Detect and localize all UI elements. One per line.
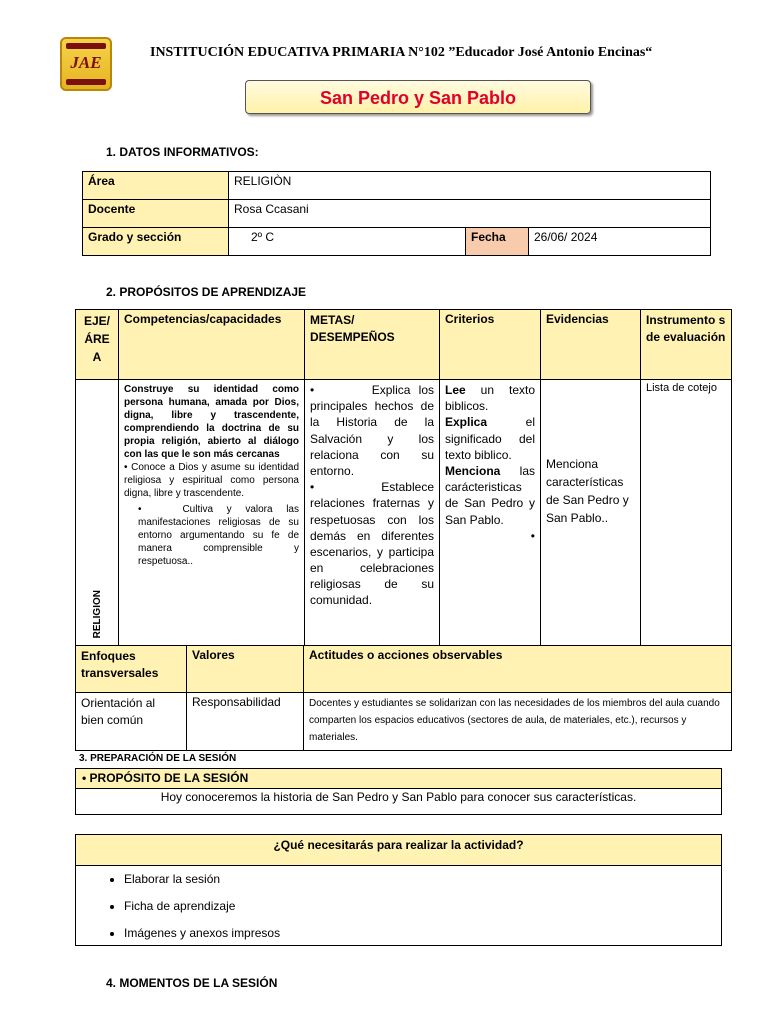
fecha-label: Fecha [466,228,529,256]
header-valores: Valores [187,646,304,693]
list-item: • Ficha de aprendizaje [124,899,721,913]
criterio-item [445,414,535,463]
metas-cell [305,380,440,646]
preparacion-heading: 3. PREPARACIÓN DE LA SESIÓN [79,753,237,764]
instrumento-text: Lista de cotejo [646,382,717,394]
valor-value: Responsabilidad [187,693,304,751]
propositos-heading: 2. PROPÓSITOS DE APRENDIZAJE [106,285,307,299]
grado-label: Grado y sección [83,228,229,256]
meta-text: Establece relaciones fraternas y respetuosas con los demás en diferentes escenarios, y participa en celebraciones religiosas de su comunidad. [310,480,434,608]
instrumento-cell [641,380,732,646]
criterio-text: las carácteristicas de San Pedro y San Pablo. [445,463,535,527]
header-metas: METAS/ DESEMPEÑOS [305,310,440,380]
header-enfoques: Enfoques transversales [76,646,187,693]
momentos-heading: 4. MOMENTOS DE LA SESIÓN [106,976,278,990]
capacidad-item: • Cultiva y valora las manifestaciones religiosas de su entorno argumentando su fe de manera comprensible y respetuosa.. [138,504,299,567]
enfoque-value: Orientación al bien común [76,693,187,751]
proposito-text-box [75,788,722,815]
header-evidencias: Evidencias [541,310,641,380]
capacidad-item: • Conoce a Dios y asume su identidad religiosa y espiritual como persona digna, libre y trascendente. [124,462,300,499]
proposito-label: • PROPÓSITO DE LA SESIÓN [82,771,249,785]
area-value: RELIGIÒN [229,172,711,200]
grado-value: 2º C [229,228,466,256]
evidencia-text: Menciona características de San Pedro y San Pablo.. [546,456,629,525]
materiales-list [76,872,721,940]
propositos-table [75,309,732,646]
proposito-label-box [75,768,722,789]
materiales-question: ¿Qué necesitarás para realizar la actividad? [273,838,524,852]
list-item: • Imágenes y anexos impresos [124,926,721,940]
eje-cell [76,380,119,646]
logo-text: JAE [70,53,102,72]
datos-table [82,171,711,256]
header-actitudes: Actitudes o acciones observables [304,646,732,693]
capacidad-text: Cultiva y valora las manifestaciones religiosas de su entorno argumentando su fe de manera comprensible y respetuosa.. [138,504,299,567]
criterio-verb: Explica [445,415,488,430]
criterios-cell [440,380,541,646]
header-criterios: Criterios [440,310,541,380]
session-title: San Pedro y San Pablo [245,80,591,114]
competencias-cell [119,380,305,646]
criterio-item [445,382,535,414]
proposito-text: Hoy conoceremos la historia de San Pedro y San Pablo para conocer sus características. [160,790,637,804]
criterio-text: el significado del texto biblico. [445,415,535,462]
meta-item: • Explica los principales hechos de la Historia de la Salvación y los relaciona con su entorno. [310,383,434,478]
criterio-bullet: • [530,528,535,543]
criterio-text: un texto biblicos. [445,383,535,414]
school-logo [60,37,112,91]
materiales-list-box [75,865,722,946]
evidencia-cell [541,380,641,646]
criterio-verb: Lee [445,383,466,397]
area-label: Área [83,172,229,200]
actitud-value: Docentes y estudiantes se solidarizan con las necesidades de los miembros del aula cuando comparten los espacios educativos (sectores de aula, de materiales, etc.), recursos y materiales. [304,693,732,751]
institution-name: INSTITUCIÓN EDUCATIVA PRIMARIA N°102 ”Educador José Antonio Encinas“ [150,45,653,60]
criterio-verb: Menciona [445,463,501,478]
criterio-item [445,463,535,528]
docente-label: Docente [83,200,229,228]
header-instrumentos: Instrumento s de evaluación [641,310,732,380]
header-eje: EJE/ ÁRE A [76,310,119,380]
list-item: • Elaborar la sesión [124,872,721,886]
header-competencias: Competencias/capacidades [119,310,305,380]
enfoques-table [75,645,732,751]
competencia-text: Construye su identidad como persona humana, amada por Dios, digna, libre y trascendente, comprendiendo la doctrina de su propia religión, abierto al diálogo con las que le son más cercanas [124,384,299,460]
datos-heading: 1. DATOS INFORMATIVOS: [106,145,259,159]
meta-item: • Establece relaciones fraternas y respetuosas con los demás en diferentes escenarios, y participa en celebraciones religiosas de su comunidad. [310,480,434,608]
capacidad-text: Conoce a Dios y asume su identidad religiosa y espiritual como persona digna, libre y trascendente. [124,462,300,499]
fecha-value: 26/06/ 2024 [529,228,711,256]
meta-text: Explica los principales hechos de la Historia de la Salvación y los relaciona con su entorno. [310,383,434,478]
eje-value: RELIGION [91,589,103,638]
docente-value: Rosa Ccasani [229,200,711,228]
materiales-question-box [75,834,722,866]
